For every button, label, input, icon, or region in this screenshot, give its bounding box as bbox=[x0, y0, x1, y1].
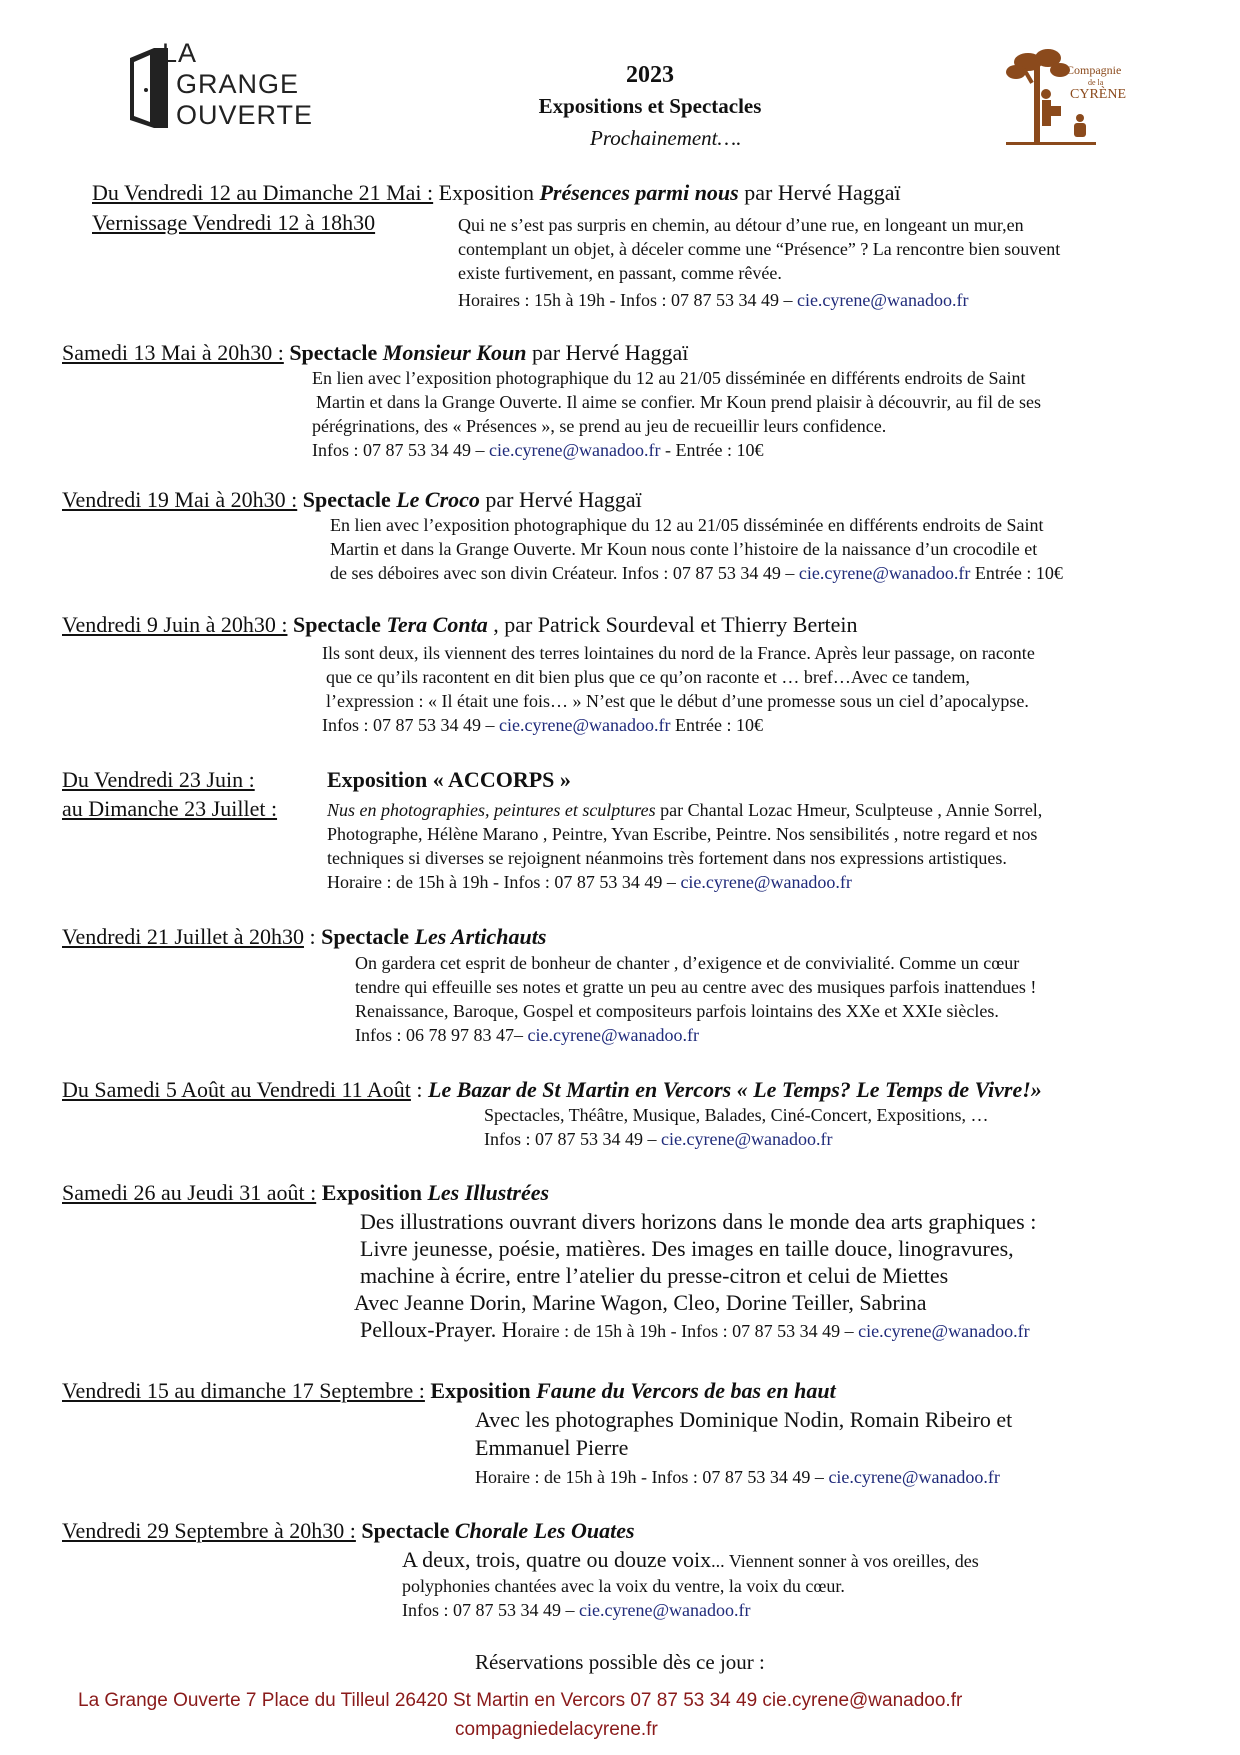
event-date: Vendredi 21 Juillet à 20h30 bbox=[62, 924, 304, 949]
event-date2: Vernissage Vendredi 12 à 18h30 bbox=[92, 210, 376, 235]
company-text1: Compagnie bbox=[1066, 63, 1122, 77]
event-title: Présences parmi nous bbox=[539, 180, 739, 205]
cyrene-logo bbox=[998, 48, 1178, 148]
event-date: Samedi 13 Mai à 20h30 : bbox=[62, 340, 284, 365]
email-link[interactable]: cie.cyrene@wanadoo.fr bbox=[527, 1025, 699, 1045]
email-link[interactable]: cie.cyrene@wanadoo.fr bbox=[798, 563, 971, 583]
page-title: Expositions et Spectacles bbox=[538, 94, 762, 118]
logo-line2: GRANGE bbox=[176, 69, 300, 99]
company-text2: de la bbox=[1088, 78, 1104, 87]
tree-figures-icon bbox=[998, 48, 1178, 148]
event-title: Chorale Les Ouates bbox=[454, 1518, 635, 1543]
email-link[interactable]: cie.cyrene@wanadoo.fr bbox=[680, 872, 852, 892]
email-link[interactable]: cie.cyrene@wanadoo.fr bbox=[489, 440, 661, 460]
event-title: Tera Conta bbox=[386, 612, 488, 637]
event-date: Du Vendredi 12 au Dimanche 21 Mai : bbox=[92, 180, 434, 205]
event-title: Monsieur Koun bbox=[382, 340, 527, 365]
event-title: Les Artichauts bbox=[414, 924, 547, 949]
event-date: Vendredi 19 Mai à 20h30 : bbox=[62, 487, 298, 512]
email-link[interactable]: cie.cyrene@wanadoo.fr bbox=[858, 1321, 1030, 1341]
event-date: Vendredi 29 Septembre à 20h30 : bbox=[62, 1518, 356, 1543]
company-text3: CYRÈNE bbox=[1070, 87, 1126, 102]
logo-line3: OUVERTE bbox=[176, 100, 314, 130]
event-title: Les Illustrées bbox=[427, 1180, 550, 1205]
email-link[interactable]: cie.cyrene@wanadoo.fr bbox=[796, 290, 969, 310]
footer-address: La Grange Ouverte 7 Place du Tilleul 26420 St Martin en Vercors 07 87 53 34 49 cie.cyrene@wanadoo.fr bbox=[78, 1690, 963, 1711]
event-title: Le Bazar de St Martin en Vercors « Le Temps? Le Temps de Vivre!» bbox=[428, 1077, 1042, 1102]
grange-ouverte-logo bbox=[126, 40, 331, 130]
event-title: Faune du Vercors de bas en haut bbox=[536, 1378, 836, 1403]
event-date: Du Vendredi 23 Juin : bbox=[62, 767, 255, 792]
event-date: Samedi 26 au Jeudi 31 août : bbox=[62, 1180, 317, 1205]
year-title: 2023 bbox=[626, 62, 674, 88]
event-date: Du Samedi 5 Août au Vendredi 11 Août bbox=[62, 1077, 411, 1102]
logo-line1: LA bbox=[162, 38, 198, 68]
email-link[interactable]: cie.cyrene@wanadoo.fr bbox=[828, 1467, 1000, 1487]
event-date: Vendredi 15 au dimanche 17 Septembre : bbox=[62, 1378, 425, 1403]
event-title: Exposition « ACCORPS » bbox=[327, 767, 571, 792]
footer-website[interactable]: compagniedelacyrene.fr bbox=[455, 1719, 658, 1740]
page-subtitle: Prochainement…. bbox=[590, 126, 742, 150]
event-title: Le Croco bbox=[396, 487, 480, 512]
email-link[interactable]: cie.cyrene@wanadoo.fr bbox=[579, 1600, 751, 1620]
event-date: Vendredi 9 Juin à 20h30 : bbox=[62, 612, 288, 637]
event-date2: au Dimanche 23 Juillet : bbox=[62, 796, 278, 821]
reservation-note: Réservations possible dès ce jour : bbox=[475, 1650, 765, 1674]
email-link[interactable]: cie.cyrene@wanadoo.fr bbox=[499, 715, 671, 735]
email-link[interactable]: cie.cyrene@wanadoo.fr bbox=[661, 1129, 833, 1149]
